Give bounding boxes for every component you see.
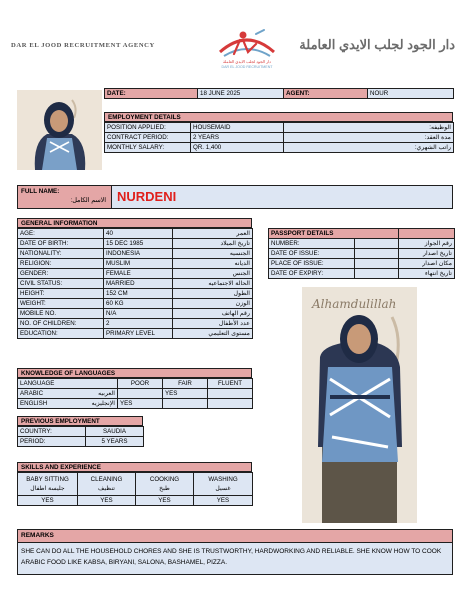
age-label-ar: العمر [173, 229, 253, 239]
language-col-header: LANGUAGE [18, 379, 118, 389]
table-row [269, 249, 455, 259]
religion-label-ar: الديانه [173, 259, 253, 269]
table-row [18, 229, 253, 239]
weight-label: WEIGHT: [18, 299, 104, 309]
table-row [18, 437, 144, 447]
arabic-poor [118, 389, 163, 399]
language-arabic [18, 389, 118, 399]
issue-date-label: DATE OF ISSUE: [269, 249, 355, 259]
education-label: EDUCATION: [18, 329, 104, 339]
religion-value: MUSLIM [104, 259, 173, 269]
mobile-value: N/A [104, 309, 173, 319]
table-row [105, 123, 454, 133]
skill-name: CLEANING [90, 476, 123, 483]
full-name-box [17, 185, 453, 209]
passport-title: PASSPORT DETAILS [269, 229, 399, 239]
date-value: 18 JUNE 2025 [198, 89, 284, 99]
nationality-label-ar: الجنسيه [173, 249, 253, 259]
fluent-col-header: FLUENT [208, 379, 253, 389]
remarks-title: REMARKS [18, 530, 452, 543]
issue-date-value [355, 249, 399, 259]
skill-name: COOKING [149, 476, 180, 483]
religion-label: RELIGION: [18, 259, 104, 269]
nationality-label: NATIONALITY: [18, 249, 104, 259]
dob-label: DATE OF BIRTH: [18, 239, 104, 249]
table-row [18, 389, 253, 399]
skill-name-ar: جليسة اطفال [30, 485, 65, 492]
passport-number-label: NUMBER: [269, 239, 355, 249]
expiry-date-value [355, 269, 399, 279]
logo-text-en: DAR EL JOOD RECRUITMENT [221, 65, 273, 69]
skill-cleaning [78, 473, 136, 496]
table-row [18, 427, 144, 437]
language-english [18, 399, 118, 409]
contract-label-ar: مدة العقد: [284, 133, 454, 143]
weight-value: 60 KG [104, 299, 173, 309]
civil-status-label-ar: الحالة الاجتماعيه [173, 279, 253, 289]
height-label: HEIGHT: [18, 289, 104, 299]
skill-name: WASHING [208, 476, 238, 483]
table-row [18, 269, 253, 279]
education-label-ar: مستوى التعليمي [173, 329, 253, 339]
language-name: ENGLISH [20, 400, 48, 407]
english-fair [163, 399, 208, 409]
remarks-box [17, 529, 453, 575]
table-row [18, 399, 253, 409]
languages-table [17, 378, 253, 409]
passport-number-value [355, 239, 399, 249]
previous-employment-table [17, 426, 144, 447]
skill-value: YES [194, 496, 253, 506]
skill-value: YES [136, 496, 194, 506]
gender-label-ar: الجنس [173, 269, 253, 279]
arabic-fair: YES [163, 389, 208, 399]
weight-label-ar: الوزن [173, 299, 253, 309]
table-row [18, 496, 253, 506]
gender-value: FEMALE [104, 269, 173, 279]
summary-table [104, 88, 454, 99]
education-value: PRIMARY LEVEL [104, 329, 173, 339]
agent-value: NOUR [368, 89, 454, 99]
country-value: SAUDIA [86, 427, 144, 437]
salary-value: QR. 1,400 [191, 143, 284, 153]
period-label: PERIOD: [18, 437, 86, 447]
language-name-ar: العربيه [98, 390, 115, 397]
table-row [269, 259, 455, 269]
agency-name-en: DAR EL JOOD RECRUITMENT AGENCY [11, 42, 155, 49]
poor-col-header: POOR [118, 379, 163, 389]
gender-label: GENDER: [18, 269, 104, 279]
table-row [105, 133, 454, 143]
expiry-date-label-ar: تاريخ انتهاء [399, 269, 455, 279]
table-row [18, 379, 253, 389]
skill-name: BABY SITTING [26, 476, 69, 483]
dob-label-ar: تاريخ الميلاد [173, 239, 253, 249]
skill-washing [194, 473, 253, 496]
agent-label: AGENT: [284, 89, 368, 99]
table-row [18, 319, 253, 329]
language-name: ARABIC [20, 390, 44, 397]
issue-place-value [355, 259, 399, 269]
position-label-ar: الوظيفه: [284, 123, 454, 133]
mobile-label: MOBILE NO. [18, 309, 104, 319]
photo-wall-text: Alhamdulillah [312, 297, 397, 311]
contract-value: 2 YEARS [191, 133, 284, 143]
skill-name-ar: غسيل [215, 485, 231, 492]
language-name-ar: الإنجليزيه [91, 400, 115, 407]
age-label: AGE: [18, 229, 104, 239]
general-info-title: GENERAL INFORMATION [17, 218, 252, 228]
employment-table [104, 122, 454, 153]
table-row [105, 143, 454, 153]
children-label-ar: عدد الأطفال [173, 319, 253, 329]
table-row [269, 239, 455, 249]
issue-place-label-ar: مكان اصدار [399, 259, 455, 269]
skill-value: YES [18, 496, 78, 506]
table-row [18, 309, 253, 319]
table-row [18, 249, 253, 259]
english-poor: YES [118, 399, 163, 409]
table-row [18, 239, 253, 249]
salary-label: MONTHLY SALARY: [105, 143, 191, 153]
employment-title: EMPLOYMENT DETAILS [104, 112, 453, 122]
dob-value: 15 DEC 1985 [104, 239, 173, 249]
table-row [18, 329, 253, 339]
table-row [18, 259, 253, 269]
mobile-label-ar: رقم الهاتف [173, 309, 253, 319]
height-value: 152 CM [104, 289, 173, 299]
civil-status-label: CIVIL STATUS: [18, 279, 104, 289]
skill-name-ar: طبخ [159, 485, 170, 492]
full-name-label: FULL NAME: [21, 188, 60, 195]
languages-title: KNOWLEDGE OF LANGUAGES [17, 368, 252, 378]
country-label: COUNTRY: [18, 427, 86, 437]
agency-logo [212, 22, 282, 78]
arabic-fluent [208, 389, 253, 399]
height-label-ar: الطول [173, 289, 253, 299]
issue-date-label-ar: تاريخ اصدار [399, 249, 455, 259]
skill-value: YES [78, 496, 136, 506]
table-row [18, 299, 253, 309]
applicant-photo-full [302, 287, 417, 523]
table-row [18, 279, 253, 289]
general-info-table [17, 228, 253, 339]
period-value: 5 YEARS [86, 437, 144, 447]
table-row [18, 289, 253, 299]
agency-name-ar: دار الجود لجلب الايدي العاملة [299, 37, 455, 52]
table-row [18, 473, 253, 496]
logo-text-ar: دار الجود لجلب الايدي العاملة [223, 59, 271, 64]
skill-name-ar: تنظيف [98, 485, 115, 492]
passport-number-label-ar: رقم الجواز [399, 239, 455, 249]
full-name-label-ar: الاسم الكامل: [70, 197, 106, 204]
skill-cooking [136, 473, 194, 496]
salary-label-ar: راتب الشهري: [284, 143, 454, 153]
table-row [269, 269, 455, 279]
civil-status-value: MARRIED [104, 279, 173, 289]
children-label: NO. OF CHILDREN: [18, 319, 104, 329]
remarks-text: SHE CAN DO ALL THE HOUSEHOLD CHORES AND SHE IS TRUSTWORTHY, HARDWORKING AND RELIABLE. SHE KNOW HOW TO COOK ARABIC FOOD LIKE KABSA, BIRYANI, SALONA, BASHAMEL, PIZZA. [21, 548, 442, 566]
skills-title: SKILLS AND EXPERIENCE [17, 462, 252, 472]
logo-icon [212, 22, 282, 78]
applicant-photo-small [17, 90, 102, 170]
children-value: 2 [104, 319, 173, 329]
english-fluent [208, 399, 253, 409]
nationality-value: INDONESIA [104, 249, 173, 259]
skills-table [17, 472, 253, 506]
expiry-date-label: DATE OF EXPIRY: [269, 269, 355, 279]
age-value: 40 [104, 229, 173, 239]
contract-label: CONTRACT PERIOD: [105, 133, 191, 143]
previous-employment-title: PREVIOUS EMPLOYMENT [17, 416, 143, 426]
date-label: DATE: [105, 89, 198, 99]
skill-baby-sitting [18, 473, 78, 496]
passport-table [268, 228, 455, 279]
position-value: HOUSEMAID [191, 123, 284, 133]
issue-place-label: PLACE OF ISSUE: [269, 259, 355, 269]
full-name-value: NURDENI [117, 189, 177, 204]
position-label: POSITION APPLIED: [105, 123, 191, 133]
fair-col-header: FAIR [163, 379, 208, 389]
